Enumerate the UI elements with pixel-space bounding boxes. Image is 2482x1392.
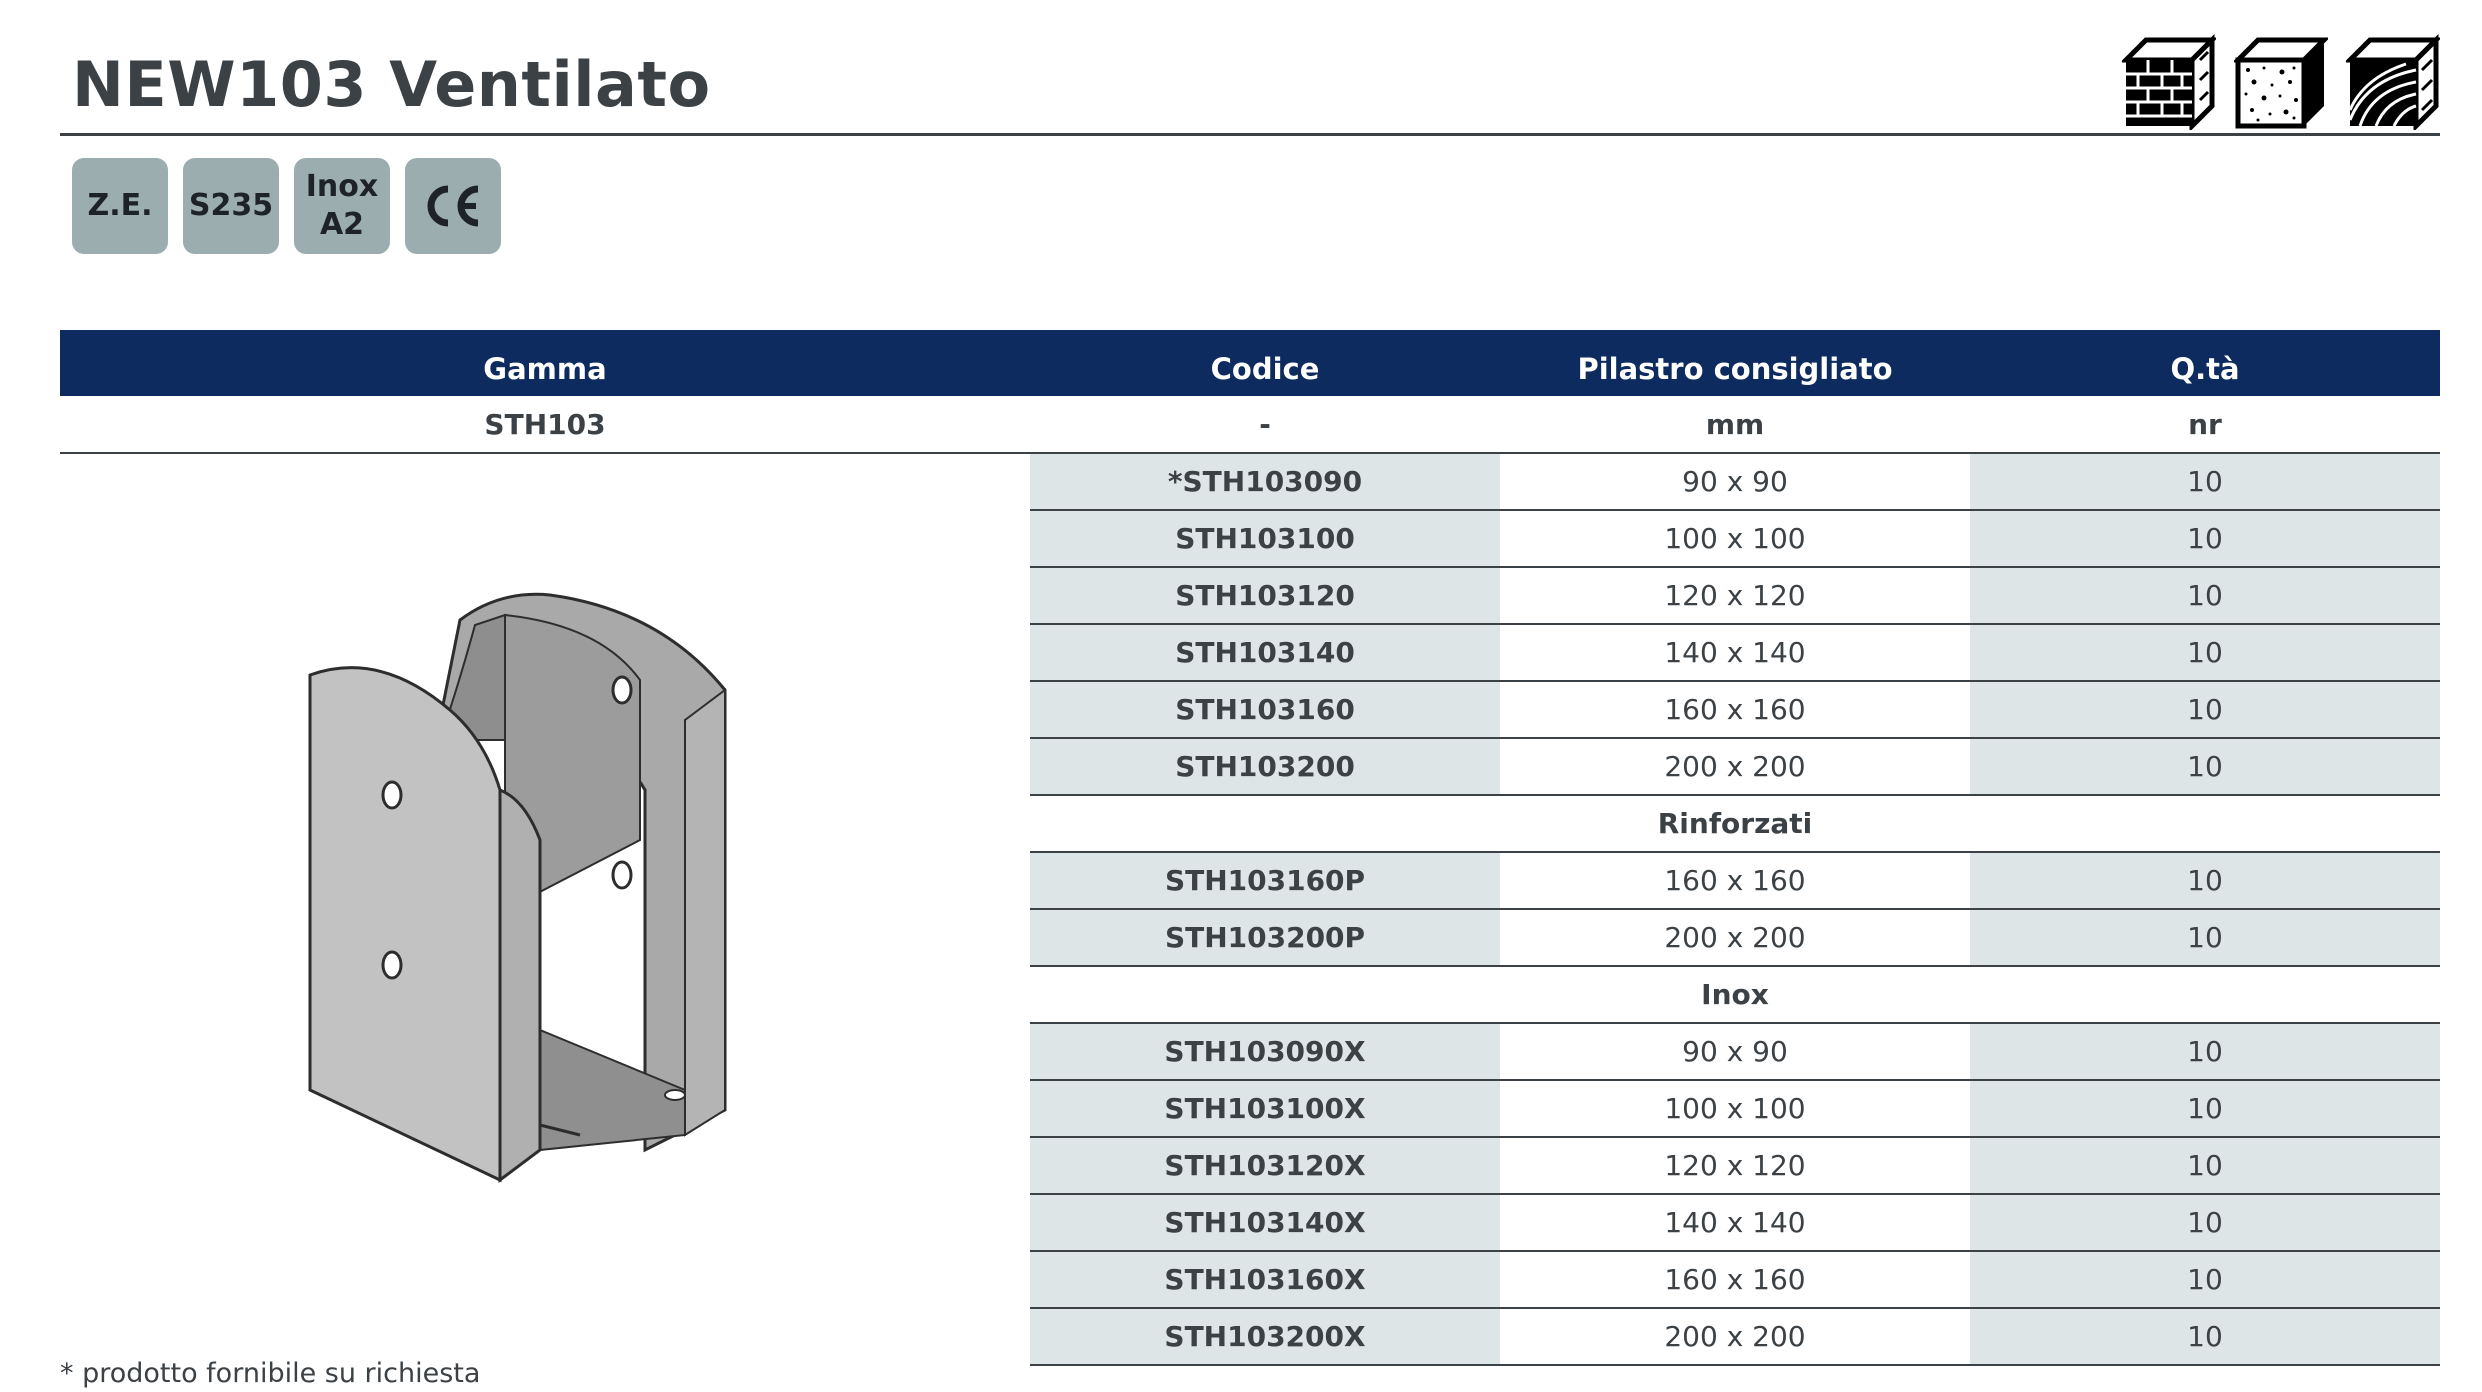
size-cell: 200 x 200: [1500, 739, 1970, 794]
code-cell: STH103100X: [1030, 1081, 1500, 1136]
post-base-bracket-image: [300, 590, 740, 1210]
unit-pilastro: mm: [1705, 407, 1765, 441]
size-cell: 120 x 120: [1500, 1138, 1970, 1193]
unit-codice: -: [1259, 407, 1271, 441]
table-row: [1030, 1081, 2440, 1138]
code-cell: STH103100: [1030, 511, 1500, 566]
code-cell: STH103140: [1030, 625, 1500, 680]
table-body: [1030, 454, 2440, 1366]
qty-cell: 10: [1970, 1138, 2440, 1193]
table-row: [1030, 454, 2440, 511]
size-cell: 200 x 200: [1500, 1309, 1970, 1364]
qty-cell: 10: [1970, 1195, 2440, 1250]
code-cell: STH103160P: [1030, 853, 1500, 908]
code-cell: STH103200P: [1030, 910, 1500, 965]
badge-ce: [405, 158, 501, 254]
qty-cell: 10: [1970, 1081, 2440, 1136]
code-cell: STH103160: [1030, 682, 1500, 737]
table-row: [1030, 1195, 2440, 1252]
table-row: [1030, 568, 2440, 625]
table-row: [1030, 853, 2440, 910]
badge-s235: S235: [183, 158, 279, 254]
certification-badges: [72, 158, 501, 254]
table-row: [1030, 682, 2440, 739]
brick-icon: [2122, 30, 2216, 130]
header-codice: Codice: [1210, 352, 1320, 386]
qty-cell: 10: [1970, 454, 2440, 509]
title-divider: [60, 133, 2440, 136]
table-row: [1030, 739, 2440, 796]
code-cell: STH103120X: [1030, 1138, 1500, 1193]
qty-cell: 10: [1970, 511, 2440, 566]
qty-cell: 10: [1970, 568, 2440, 623]
size-cell: 90 x 90: [1500, 1024, 1970, 1079]
footnote: * prodotto fornibile su richiesta: [60, 1358, 481, 1389]
qty-cell: 10: [1970, 910, 2440, 965]
wood-icon: [2346, 30, 2440, 130]
table-row: [1030, 625, 2440, 682]
code-cell: STH103160X: [1030, 1252, 1500, 1307]
units-row: [60, 396, 2440, 454]
table-row: [1030, 910, 2440, 967]
code-cell: STH103090X: [1030, 1024, 1500, 1079]
size-cell: 140 x 140: [1500, 1195, 1970, 1250]
badge-inox-a2: Inox A2: [294, 158, 390, 254]
unit-qta: nr: [2188, 407, 2222, 441]
badge-ze: Z.E.: [72, 158, 168, 254]
table-row: [1030, 511, 2440, 568]
header-pilastro: Pilastro consigliato: [1577, 352, 1893, 386]
header-qta: Q.tà: [2170, 352, 2240, 386]
group-heading-rinforzati: Rinforzati: [1030, 796, 2440, 853]
code-cell: STH103200X: [1030, 1309, 1500, 1364]
table-row: [1030, 1252, 2440, 1309]
table-row: [1030, 1309, 2440, 1366]
code-cell: STH103140X: [1030, 1195, 1500, 1250]
material-icons: [2122, 30, 2440, 130]
size-cell: 100 x 100: [1500, 1081, 1970, 1136]
qty-cell: 10: [1970, 625, 2440, 680]
size-cell: 160 x 160: [1500, 682, 1970, 737]
qty-cell: 10: [1970, 682, 2440, 737]
table-row: [1030, 1024, 2440, 1081]
size-cell: 160 x 160: [1500, 1252, 1970, 1307]
size-cell: 140 x 140: [1500, 625, 1970, 680]
ce-mark-icon: [420, 181, 486, 231]
code-cell: *STH103090: [1030, 454, 1500, 509]
size-cell: 200 x 200: [1500, 910, 1970, 965]
concrete-icon: [2234, 30, 2328, 130]
size-cell: 90 x 90: [1500, 454, 1970, 509]
size-cell: 160 x 160: [1500, 853, 1970, 908]
group-heading-inox: Inox: [1030, 967, 2440, 1024]
qty-cell: 10: [1970, 739, 2440, 794]
gamma-value: STH103: [484, 407, 606, 441]
qty-cell: 10: [1970, 853, 2440, 908]
size-cell: 100 x 100: [1500, 511, 1970, 566]
code-cell: STH103120: [1030, 568, 1500, 623]
qty-cell: 10: [1970, 1309, 2440, 1364]
table-row: [1030, 1138, 2440, 1195]
page-title: NEW103 Ventilato: [72, 48, 711, 121]
product-table: [60, 330, 2440, 1353]
size-cell: 120 x 120: [1500, 568, 1970, 623]
table-header: [60, 330, 2440, 396]
qty-cell: 10: [1970, 1252, 2440, 1307]
code-cell: STH103200: [1030, 739, 1500, 794]
qty-cell: 10: [1970, 1024, 2440, 1079]
header-gamma: Gamma: [483, 352, 607, 386]
